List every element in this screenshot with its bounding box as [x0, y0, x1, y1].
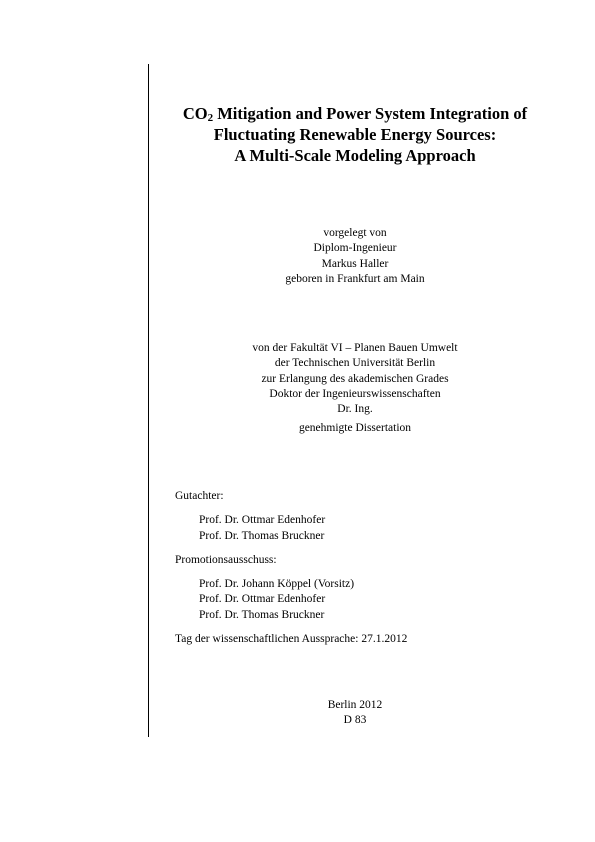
- thesis-title: [160, 103, 550, 166]
- gutachter-name-2: Prof. Dr. Thomas Bruckner: [199, 529, 325, 542]
- gutachter-name-1: Prof. Dr. Ottmar Edenhofer: [199, 514, 326, 527]
- ausschuss-name-3: Prof. Dr. Thomas Bruckner: [199, 608, 325, 621]
- title-line-2: Fluctuating Renewable Energy Sources:: [213, 125, 497, 144]
- faculty-line-2: der Technischen Universität Berlin: [274, 357, 436, 370]
- promotionsausschuss-label: Promotionsausschuss:: [175, 553, 277, 566]
- title-line-1: [160, 103, 550, 124]
- ausschuss-name-2: Prof. Dr. Ottmar Edenhofer: [199, 593, 326, 606]
- faculty-line-5: Dr. Ing.: [337, 403, 373, 416]
- author-block: [160, 226, 550, 287]
- faculty-block: [160, 341, 550, 437]
- place-block: [160, 698, 550, 729]
- library-code: D 83: [343, 714, 367, 727]
- faculty-line-1: von der Fakultät VI – Planen Bauen Umwelt: [252, 342, 458, 354]
- place-year: Berlin 2012: [327, 699, 383, 711]
- author-line-presented-by: vorgelegt von: [323, 227, 387, 239]
- title-line-3: A Multi-Scale Modeling Approach: [234, 146, 476, 165]
- author-line-birthplace: geboren in Frankfurt am Main: [285, 272, 425, 285]
- author-line-degree: Diplom-Ingenieur: [313, 242, 397, 255]
- faculty-line-3: zur Erlangung des akademischen Grades: [261, 372, 449, 385]
- author-line-name: Markus Haller: [321, 257, 389, 270]
- committee-block: [175, 489, 575, 647]
- dissertation-label: genehmigte Dissertation: [298, 422, 412, 435]
- gutachter-label: Gutachter:: [175, 490, 224, 502]
- title-line-1-rest: Mitigation and Power System Integration of: [213, 104, 528, 123]
- faculty-line-4: Doktor der Ingenieurswissenschaften: [269, 387, 441, 400]
- title-subscript: 2: [207, 112, 214, 124]
- defense-date: Tag der wissenschaftlichen Aussprache: 27.1.2012: [175, 633, 408, 646]
- ausschuss-name-1: Prof. Dr. Johann Köppel (Vorsitz): [199, 578, 355, 591]
- margin-rule: [148, 64, 149, 737]
- title-co: CO: [182, 104, 208, 123]
